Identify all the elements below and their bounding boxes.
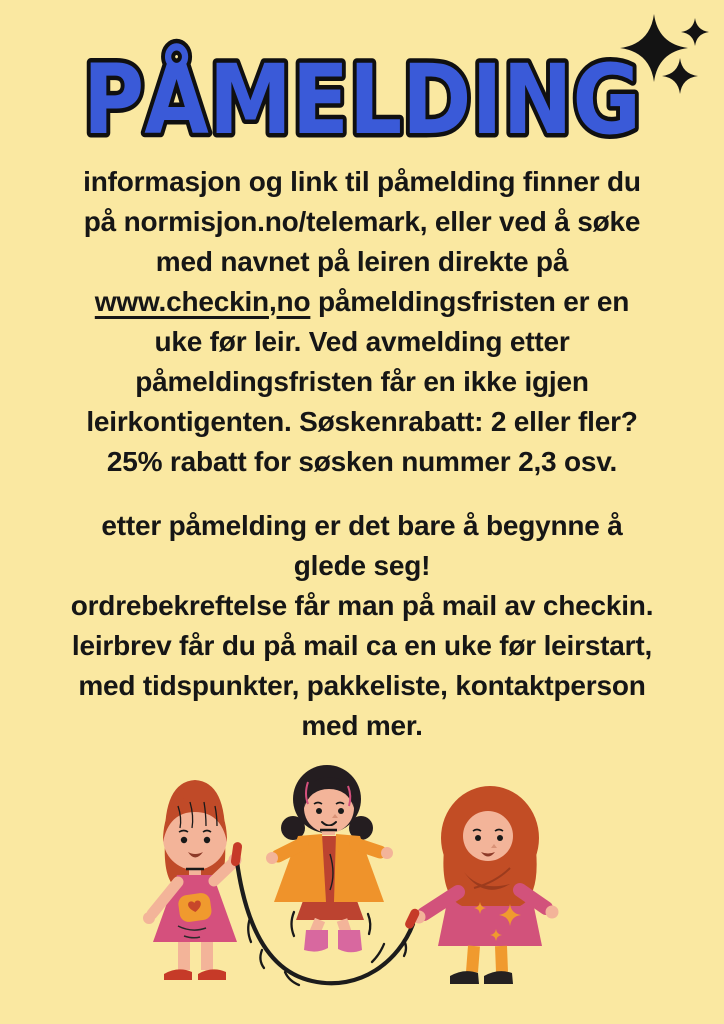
page-title: PÅMELDING [83,44,682,152]
paragraph-line: informasjon og link til påmelding finner du [83,166,641,197]
girl-jumping [266,765,393,952]
children-jump-rope-illustration [122,750,602,1016]
paragraph-line: på normisjon.no/telemark, eller ved å søke [83,206,641,237]
paragraph-line: glede seg! [293,550,431,581]
paragraph-line-rest: påmeldingsfristen er en [310,286,630,317]
checkin-link-part2[interactable]: no [276,286,311,317]
paragraph-line: påmeldingsfristen får en ikke igjen [135,366,589,397]
paragraph-line: ordrebekreftelse får man på mail av checkin. [70,590,654,621]
paragraph-line: etter påmelding er det bare å begynne å [101,510,623,541]
paragraph-line: med tidspunkter, pakkeliste, kontaktperson [78,670,646,701]
girl-left [143,780,242,980]
checkin-link-line [20,282,704,322]
title-block [0,36,724,157]
paragraph-line: leirbrev får du på mail ca en uke før leirstart, [71,630,653,661]
registration-info-paragraph [20,162,704,482]
paragraph-line: med navnet på leiren direkte på [155,246,569,277]
checkin-link-separator: , [268,286,277,317]
after-registration-paragraph [20,506,704,746]
girl-hijab [413,786,559,984]
paragraph-line: 25% rabatt for søsken nummer 2,3 osv. [106,446,618,477]
paragraph-line: leirkontigenten. Søskenrabatt: 2 eller fler? [86,406,638,437]
paragraph-line: uke før leir. Ved avmelding etter [154,326,570,357]
paragraph-line: med mer. [301,710,423,741]
checkin-link-part1[interactable]: www.checkin [94,286,269,317]
